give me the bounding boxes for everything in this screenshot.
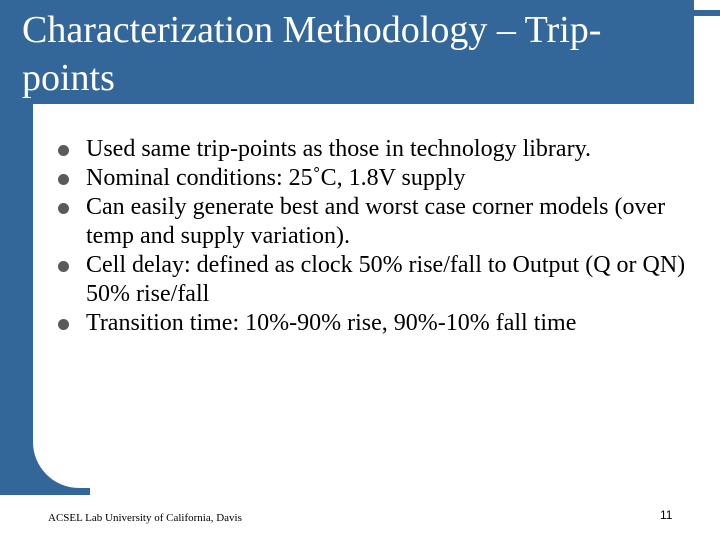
slide-title: Characterization Methodology – Trip-points: [22, 9, 602, 99]
bullet-dot-icon: [58, 145, 69, 156]
bullet-list: [58, 135, 698, 338]
bullet-item: [58, 309, 698, 338]
bullet-text: Can easily generate best and worst case corner models (over temp and supply variation).: [86, 194, 666, 249]
bullet-item: [58, 135, 698, 164]
bullet-dot-icon: [58, 203, 69, 214]
bullet-text: Nominal conditions: 25˚C, 1.8V supply: [86, 165, 466, 191]
bullet-dot-icon: [58, 174, 69, 185]
bullet-item: [58, 251, 698, 309]
bullet-dot-icon: [58, 319, 69, 330]
bullet-text: Cell delay: defined as clock 50% rise/fall to Output (Q or QN) 50% rise/fall: [86, 252, 686, 307]
footer-text: ACSEL Lab University of California, Davis: [48, 512, 242, 524]
bullet-text: Used same trip-points as those in technology library.: [86, 136, 592, 162]
page-number: 11: [660, 508, 673, 522]
bullet-text: Transition time: 10%-90% rise, 90%-10% fall time: [86, 310, 577, 336]
bullet-item: [58, 193, 698, 251]
bullet-dot-icon: [58, 261, 69, 272]
bullet-item: [58, 164, 698, 193]
frame-right-stub: [694, 10, 720, 16]
